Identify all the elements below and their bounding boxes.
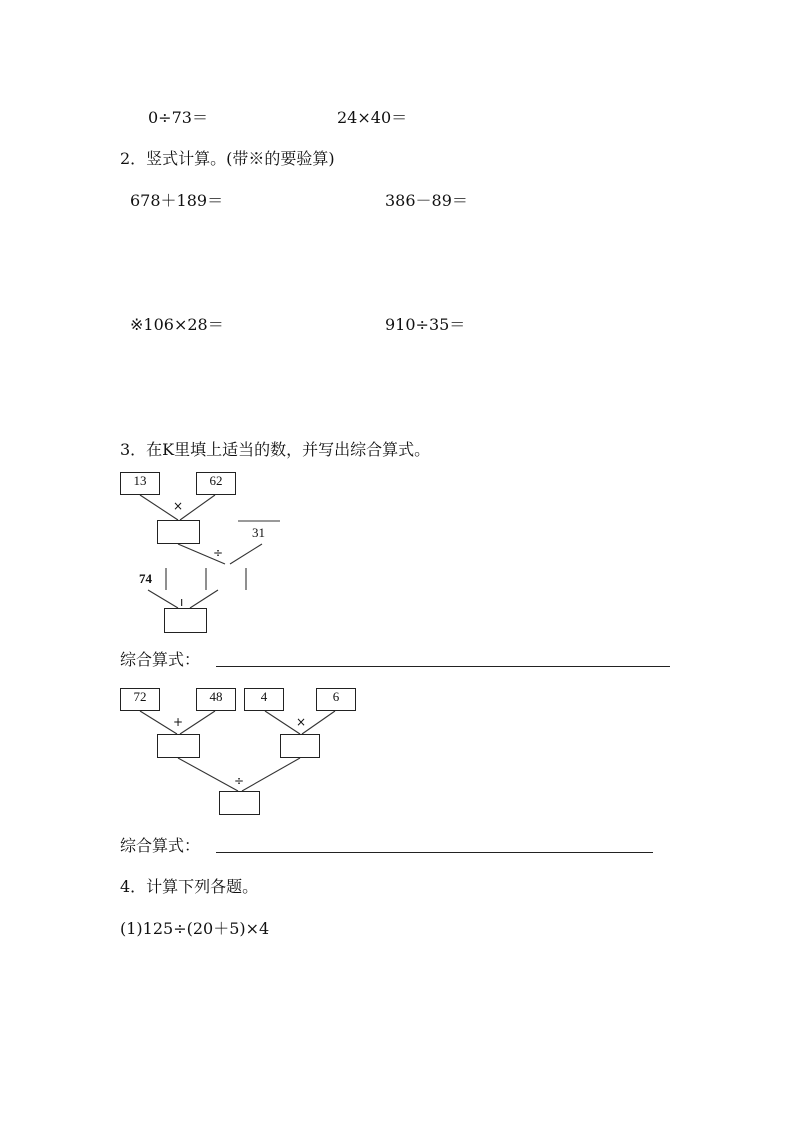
expr-24-times-40: 24×40＝	[337, 108, 408, 127]
diagram-2-blank-box-product[interactable]	[280, 734, 320, 758]
q2-expr-mul: ※106×28＝	[130, 315, 224, 334]
diagram-2-times-sign: ×	[296, 715, 307, 729]
diagram-2-blank-box-sum[interactable]	[157, 734, 200, 758]
diagram-2-box-72: 72	[120, 688, 160, 711]
diagram-2-box-4: 4	[244, 688, 284, 711]
diagram-2-divide-sign: ÷	[234, 774, 245, 788]
q4-title: 4．计算下列各题。	[120, 877, 259, 896]
q2-title: 2．竖式计算。(带※的要验算)	[120, 149, 335, 168]
diagram-2-box-48: 48	[196, 688, 236, 711]
q2-expr-add: 678＋189＝	[130, 191, 224, 210]
diagram-2-blank-box-result[interactable]	[219, 791, 260, 815]
q3-title: 3．在K里填上适当的数，并写出综合算式。	[120, 440, 431, 459]
formula-label-2: 综合算式：	[120, 836, 201, 855]
formula-label-1: 综合算式：	[120, 650, 201, 669]
diagram-1-box-62: 62	[196, 472, 236, 495]
expr-0-div-73: 0÷73＝	[148, 108, 208, 127]
diagram-1-num-31: 31	[252, 525, 265, 540]
formula-answer-line-2[interactable]	[216, 852, 653, 853]
diagram-1-bottom-sign: ı	[180, 595, 184, 609]
diagram-1-num-74: 74	[139, 571, 152, 586]
q4-item-1: (1)125÷(20＋5)×4	[120, 919, 270, 938]
diagram-2-plus-sign: +	[173, 715, 184, 729]
q2-expr-div: 910÷35＝	[385, 315, 466, 334]
diagram-1-times-sign: ×	[173, 499, 184, 513]
diagram-1-box-13: 13	[120, 472, 160, 495]
diagram-2-box-6: 6	[316, 688, 356, 711]
diagram-1-divide-sign: ÷	[213, 546, 224, 560]
q2-expr-sub: 386－89＝	[385, 191, 468, 210]
